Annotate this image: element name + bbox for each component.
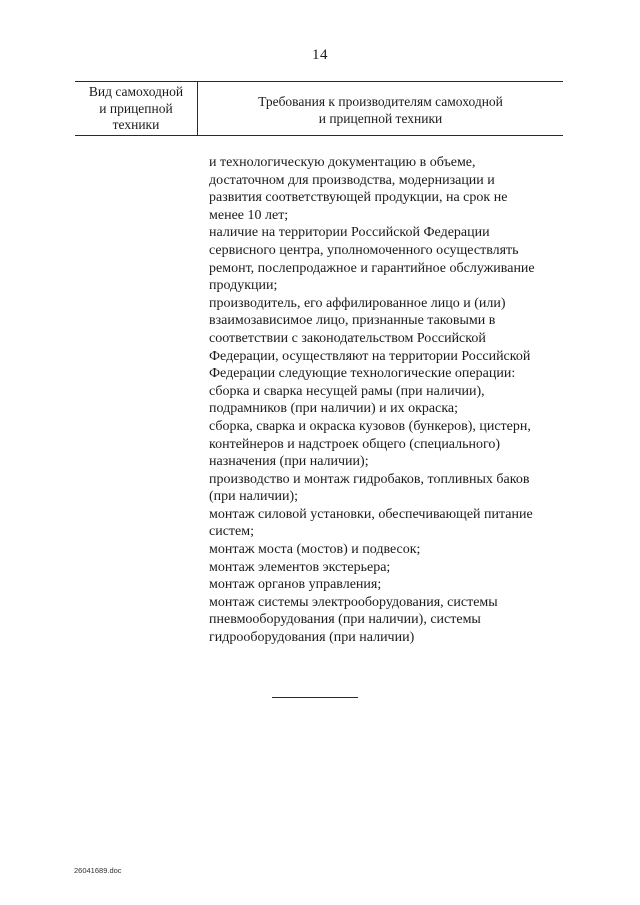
text-line: соответствии с законодательством Российской	[209, 330, 486, 346]
text-line: назначения (при наличии);	[209, 454, 369, 470]
text-line: монтаж органов управления;	[209, 577, 382, 593]
header-col1-line: и прицепной	[99, 100, 173, 116]
text-line: и технологическую документацию в объеме,	[209, 155, 476, 170]
table-top-rule	[75, 81, 563, 82]
table-header-bottom-rule	[75, 135, 563, 136]
text-line: монтаж элементов экстерьера;	[209, 559, 391, 575]
text-line: достаточном для производства, модернизации и	[209, 172, 495, 188]
header-col2-line: и прицепной техники	[318, 110, 443, 126]
text-line: развития соответствующей продукции, на срок не	[209, 190, 508, 206]
text-line: пневмооборудования (при наличии), системы	[209, 612, 481, 628]
text-line: систем;	[209, 524, 255, 540]
text-line: (при наличии);	[209, 489, 299, 505]
text-line: сборка и сварка несущей рамы (при наличии),	[209, 383, 485, 399]
text-line: продукции;	[209, 278, 278, 294]
text-line: гидрооборудования (при наличии)	[209, 630, 415, 646]
text-line: взаимозависимое лицо, признанные таковыми в	[209, 313, 496, 329]
text-line: ремонт, послепродажное и гарантийное обслуживание	[209, 260, 535, 276]
text-line: подрамников (при наличии) и их окраска;	[209, 401, 459, 417]
header-col1-line: техники	[112, 117, 160, 132]
table-header-vehicle-type	[75, 84, 197, 134]
requirements-text	[209, 154, 569, 647]
text-line: монтаж системы электрооборудования, системы	[209, 594, 498, 610]
text-line: монтаж моста (мостов) и подвесок;	[209, 542, 421, 558]
text-line: производитель, его аффилированное лицо и (или)	[209, 295, 506, 311]
text-line: контейнеров и надстроек общего (специального)	[209, 436, 501, 452]
document-file-code: 26041689.doc	[74, 866, 122, 875]
text-line: сервисного центра, уполномоченного осуществлять	[209, 242, 519, 258]
text-line: производство и монтаж гидробаков, топливных баков	[209, 471, 530, 487]
end-of-section-rule	[272, 697, 358, 698]
table-header-requirements	[198, 94, 563, 127]
text-line: Федерации, осуществляют на территории Российской	[209, 348, 531, 364]
text-line: сборка, сварка и окраска кузовов (бункеров), цистерн,	[209, 418, 531, 434]
header-col2-line: Требования к производителям самоходной	[258, 94, 503, 109]
text-line: менее 10 лет;	[209, 207, 289, 223]
page-number: 14	[312, 47, 328, 63]
text-line: наличие на территории Российской Федерации	[209, 225, 490, 241]
header-col1-line: Вид самоходной	[88, 84, 184, 99]
text-line: монтаж силовой установки, обеспечивающей питание	[209, 506, 533, 522]
text-line: Федерации следующие технологические операции:	[209, 366, 516, 382]
